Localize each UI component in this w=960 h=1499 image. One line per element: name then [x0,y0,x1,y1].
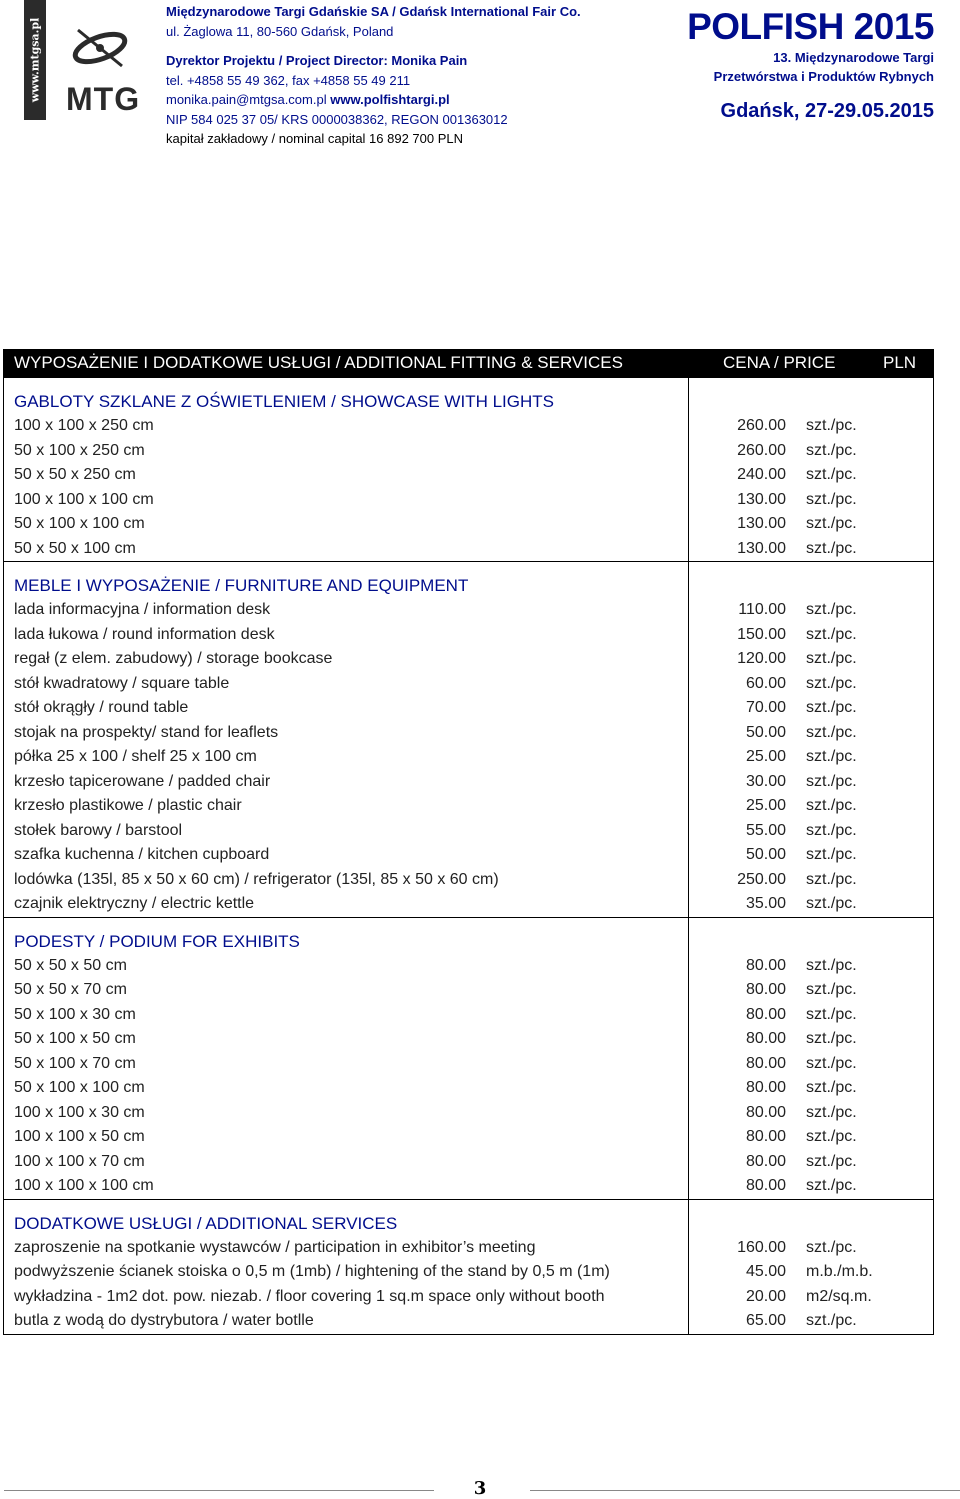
item-price: 80.00 [745,1152,786,1170]
item-price: 240.00 [737,466,786,483]
table-row [4,598,934,623]
table-row [4,1236,934,1261]
item-name: 50 x 100 x 100 cm [4,512,689,537]
item-unit: szt./pc. [806,1238,857,1256]
item-price: 130.00 [737,490,786,508]
company-address: ul. Żaglowa 11, 80-560 Gdańsk, Poland [166,23,394,39]
event-info [687,6,934,124]
item-name: 50 x 50 x 100 cm [4,537,689,562]
item-price: 110.00 [738,601,786,618]
item-price: 25.00 [745,797,786,814]
table-row [4,1150,934,1175]
event-subtitle-1: 13. Międzynarodowe Targi [773,50,934,65]
item-unit: szt./pc. [806,441,857,459]
item-price: 260.00 [737,417,786,434]
item-price-cell [689,672,934,697]
item-price-cell [689,721,934,746]
item-price: 80.00 [745,1030,786,1047]
item-unit: szt./pc. [806,466,857,483]
table-row [4,770,934,795]
item-unit: szt./pc. [806,650,857,667]
table-row [4,439,934,464]
item-name: krzesło tapicerowane / padded chair [4,770,689,795]
item-name: 50 x 50 x 50 cm [4,954,689,979]
item-name: 100 x 100 x 100 cm [4,488,689,513]
item-unit: szt./pc. [806,748,857,765]
item-name: 100 x 100 x 30 cm [4,1101,689,1126]
table-row [4,488,934,513]
table-row [4,696,934,721]
table-row [4,1174,934,1199]
item-price: 55.00 [745,821,786,839]
item-unit: szt./pc. [806,1103,857,1121]
item-unit: szt./pc. [806,797,857,814]
price-table [3,349,934,1335]
section-header [4,562,934,599]
item-name: 50 x 100 x 100 cm [4,1076,689,1101]
item-unit: szt./pc. [806,490,857,508]
contact-line [166,90,581,110]
item-price: 35.00 [745,895,786,912]
section-header [4,917,934,954]
item-name: regał (z elem. zabudowy) / storage bookcase [4,647,689,672]
item-price-cell [689,868,934,893]
item-price-cell [689,892,934,917]
item-name: szafka kuchenna / kitchen cupboard [4,843,689,868]
item-price-cell [689,1101,934,1126]
item-unit: szt./pc. [806,1054,857,1072]
table-row [4,843,934,868]
table-row [4,978,934,1003]
footer-line-left [4,1490,434,1491]
item-name: stojak na prospekty/ stand for leaflets [4,721,689,746]
item-unit: szt./pc. [806,895,857,912]
section-price-cell [689,1199,934,1236]
section-header [4,378,934,415]
section-price-cell [689,562,934,599]
item-unit: szt./pc. [806,417,857,434]
item-price-cell [689,439,934,464]
item-unit: szt./pc. [806,625,857,643]
strip-text: www.mtgsa.pl [28,17,42,103]
item-unit: szt./pc. [806,1005,857,1023]
item-price-cell [689,623,934,648]
company-name: Międzynarodowe Targi Gdańskie SA / Gdańsk International Fair Co. [166,4,581,19]
item-price: 250.00 [737,870,786,888]
company-info [166,2,581,149]
table-row [4,647,934,672]
item-name: 50 x 100 x 250 cm [4,439,689,464]
item-price-cell [689,414,934,439]
item-price: 50.00 [745,723,786,741]
item-price-cell [689,598,934,623]
item-price-cell [689,843,934,868]
item-name: 100 x 100 x 50 cm [4,1125,689,1150]
item-unit: szt./pc. [806,1128,857,1145]
item-unit: szt./pc. [806,821,857,839]
item-price-cell [689,770,934,795]
item-price: 80.00 [745,956,786,974]
section-title: MEBLE I WYPOSAŻENIE / FURNITURE AND EQUIPMENT [4,562,689,599]
item-unit: szt./pc. [806,723,857,741]
item-unit: m2/sq.m. [806,1287,872,1305]
table-row [4,1052,934,1077]
item-price: 70.00 [745,699,786,716]
item-unit: szt./pc. [806,1177,857,1194]
table-row [4,1309,934,1334]
table-row [4,1285,934,1310]
item-price: 260.00 [737,441,786,459]
table-row [4,672,934,697]
item-price-cell [689,463,934,488]
table-row [4,892,934,917]
item-name: 50 x 100 x 30 cm [4,1003,689,1028]
section-title: GABLOTY SZKLANE Z OŚWIETLENIEM / SHOWCASE WITH LIGHTS [4,378,689,415]
item-price: 50.00 [745,846,786,863]
registry-info: NIP 584 025 37 05/ KRS 0000038362, REGON 001363012 [166,111,508,127]
website-strip [24,0,46,120]
item-unit: szt./pc. [806,539,857,557]
item-unit: szt./pc. [806,1312,857,1329]
item-price-cell [689,1027,934,1052]
item-unit: szt./pc. [806,1030,857,1047]
item-unit: szt./pc. [806,772,857,790]
item-name: 100 x 100 x 70 cm [4,1150,689,1175]
item-price-cell [689,1076,934,1101]
section-title: PODESTY / PODIUM FOR EXHIBITS [4,917,689,954]
item-name: 50 x 50 x 250 cm [4,463,689,488]
item-name: krzesło plastikowe / plastic chair [4,794,689,819]
table-row [4,1125,934,1150]
table-row [4,1003,934,1028]
item-unit: szt./pc. [806,601,857,618]
item-price-cell [689,1003,934,1028]
item-price: 80.00 [745,1005,786,1023]
item-unit: szt./pc. [806,846,857,863]
item-unit: szt./pc. [806,1152,857,1170]
item-unit: szt./pc. [806,981,857,998]
item-price: 60.00 [745,674,786,692]
item-price: 80.00 [745,1128,786,1145]
table-row [4,537,934,562]
item-name: 50 x 100 x 50 cm [4,1027,689,1052]
table-row [4,819,934,844]
item-price-cell [689,537,934,562]
item-price: 30.00 [745,772,786,790]
item-price: 130.00 [737,515,786,532]
item-name: czajnik elektryczny / electric kettle [4,892,689,917]
table-row [4,512,934,537]
item-price-cell [689,1309,934,1334]
item-name: butla z wodą do dystrybutora / water botlle [4,1309,689,1334]
item-unit: szt./pc. [806,1079,857,1096]
table-row [4,414,934,439]
table-row [4,463,934,488]
header-label: WYPOSAŻENIE I DODATKOWE USŁUGI / ADDITIONAL FITTING & SERVICES [4,349,689,378]
table-row [4,1076,934,1101]
item-unit: szt./pc. [806,699,857,716]
table-row [4,1260,934,1285]
item-name: półka 25 x 100 / shelf 25 x 100 cm [4,745,689,770]
event-title: POLFISH 2015 [687,6,934,47]
item-name: 50 x 50 x 70 cm [4,978,689,1003]
item-price-cell [689,1052,934,1077]
item-price-cell [689,794,934,819]
item-price-cell [689,647,934,672]
item-price-cell [689,819,934,844]
item-price-cell [689,1174,934,1199]
header-price-cell [689,349,934,378]
item-name: stół okrągły / round table [4,696,689,721]
item-price: 150.00 [737,625,786,643]
item-name: 50 x 100 x 70 cm [4,1052,689,1077]
item-price: 160.00 [737,1238,786,1256]
capital-info: kapitał zakładowy / nominal capital 16 892 700 PLN [166,131,464,146]
email-link[interactable]: monika.pain@mtgsa.com.pl [166,92,327,107]
item-name: stołek barowy / barstool [4,819,689,844]
table-row [4,1027,934,1052]
item-price-cell [689,1285,934,1310]
mtg-logo [60,10,146,120]
item-price: 80.00 [745,1054,786,1072]
item-price-cell [689,1150,934,1175]
footer-line-right [530,1490,960,1491]
logo-text: MTG [66,81,141,117]
item-name: 100 x 100 x 100 cm [4,1174,689,1199]
item-price: 80.00 [745,1177,786,1194]
table-row [4,745,934,770]
section-title: DODATKOWE USŁUGI / ADDITIONAL SERVICES [4,1199,689,1236]
table-header [4,349,934,378]
item-price: 65.00 [745,1312,786,1329]
item-price-cell [689,1125,934,1150]
item-price-cell [689,1236,934,1261]
item-name: 100 x 100 x 250 cm [4,414,689,439]
item-price: 80.00 [745,1079,786,1096]
item-price-cell [689,978,934,1003]
table-row [4,794,934,819]
table-row [4,868,934,893]
item-price-cell [689,745,934,770]
table-row [4,721,934,746]
item-unit: m.b./m.b. [806,1263,873,1280]
phone-fax: tel. +4858 55 49 362, fax +4858 55 49 211 [166,72,411,88]
project-director: Dyrektor Projektu / Project Director: Monika Pain [166,53,468,68]
item-price: 80.00 [745,981,786,998]
website-link[interactable]: www.polfishtargi.pl [330,92,450,107]
item-name: lada informacyjna / information desk [4,598,689,623]
item-name: lodówka (135l, 85 x 50 x 60 cm) / refrigerator (135l, 85 x 50 x 60 cm) [4,868,689,893]
event-subtitle-2: Przetwórstwa i Produktów Rybnych [713,69,934,84]
item-price: 45.00 [745,1263,786,1280]
item-price-cell [689,954,934,979]
section-price-cell [689,378,934,415]
item-unit: szt./pc. [806,956,857,974]
event-date: Gdańsk, 27-29.05.2015 [720,100,934,122]
item-name: podwyższenie ścianek stoiska o 0,5 m (1mb) / hightening of the stand by 0,5 m (1m) [4,1260,689,1285]
item-name: zaproszenie na spotkanie wystawców / participation in exhibitor’s meeting [4,1236,689,1261]
header-currency: PLN [883,353,917,372]
section-price-cell [689,917,934,954]
item-price-cell [689,488,934,513]
table-row [4,1101,934,1126]
item-price-cell [689,696,934,721]
item-price: 130.00 [737,539,786,557]
item-price-cell [689,512,934,537]
item-price: 20.00 [745,1287,786,1305]
item-name: wykładzina - 1m2 dot. pow. niezab. / floor covering 1 sq.m space only without booth [4,1285,689,1310]
table-row [4,954,934,979]
item-name: lada łukowa / round information desk [4,623,689,648]
item-unit: szt./pc. [806,674,857,692]
item-name: stół kwadratowy / square table [4,672,689,697]
table-row [4,623,934,648]
item-price: 120.00 [737,650,786,667]
item-unit: szt./pc. [806,870,857,888]
item-unit: szt./pc. [806,515,857,532]
page-number: 3 [473,1478,487,1499]
section-header [4,1199,934,1236]
header-price: CENA / PRICE [723,353,836,372]
item-price: 25.00 [745,748,786,765]
item-price: 80.00 [745,1103,786,1121]
item-price-cell [689,1260,934,1285]
